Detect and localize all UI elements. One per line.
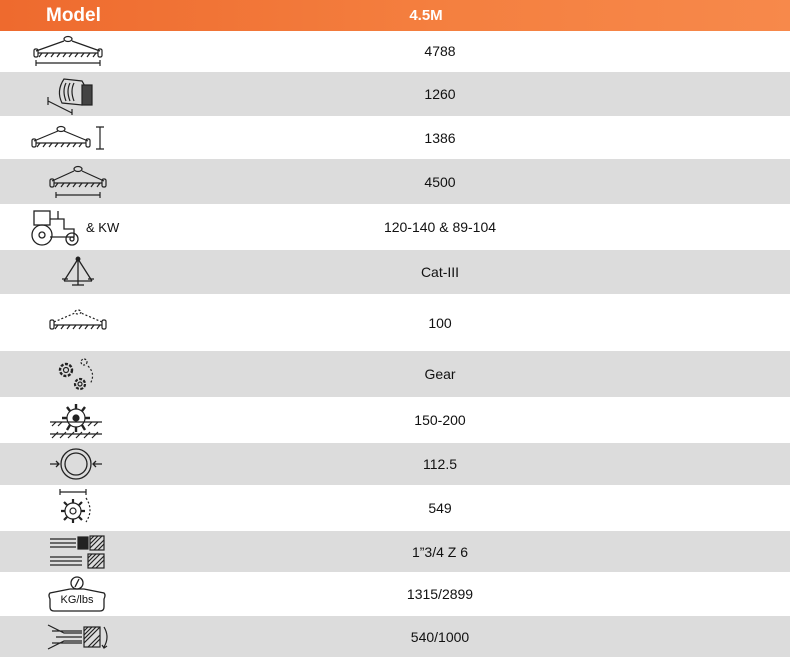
value-tube-diameter: 112.5 bbox=[423, 456, 457, 472]
value-working-width: 4788 bbox=[424, 43, 456, 59]
table-row bbox=[0, 31, 790, 72]
table-row bbox=[0, 486, 790, 531]
value-gearbox: Gear bbox=[424, 366, 456, 382]
table-row bbox=[0, 351, 790, 398]
power-unit-label: & KW bbox=[86, 219, 120, 235]
table-row bbox=[0, 159, 790, 205]
table-row bbox=[0, 250, 790, 295]
table-row bbox=[0, 616, 790, 658]
table-header bbox=[0, 0, 790, 31]
value-hitch: Cat-III bbox=[420, 264, 460, 280]
value-working-depth: 150-200 bbox=[414, 412, 466, 428]
value-transport-width: 4500 bbox=[424, 173, 456, 190]
table-row bbox=[0, 72, 790, 117]
table-row bbox=[0, 205, 790, 250]
value-tractor-power: 120-140 & 89-104 bbox=[383, 219, 497, 235]
table-row bbox=[0, 443, 790, 486]
value-rotor-diameter: 549 bbox=[428, 500, 452, 516]
table-row bbox=[0, 531, 790, 573]
value-pto-shaft: 1”3/4 Z 6 bbox=[411, 543, 469, 560]
weight-unit-label: KG/lbs bbox=[60, 594, 94, 606]
model-label: Model bbox=[46, 4, 101, 26]
table-row bbox=[0, 398, 790, 443]
table-row bbox=[0, 117, 790, 159]
weight-kg-lbs-icon bbox=[46, 575, 108, 613]
table-row bbox=[0, 295, 790, 351]
value-blades: 100 bbox=[428, 314, 452, 331]
tractor-power-icon bbox=[28, 207, 82, 247]
value-weight: 1315/2899 bbox=[406, 586, 474, 602]
value-height: 1386 bbox=[424, 129, 456, 146]
value-pto-speed: 540/1000 bbox=[410, 628, 470, 645]
model-value: 4.5M bbox=[409, 7, 443, 24]
table-row bbox=[0, 573, 790, 616]
value-length: 1260 bbox=[424, 86, 456, 102]
